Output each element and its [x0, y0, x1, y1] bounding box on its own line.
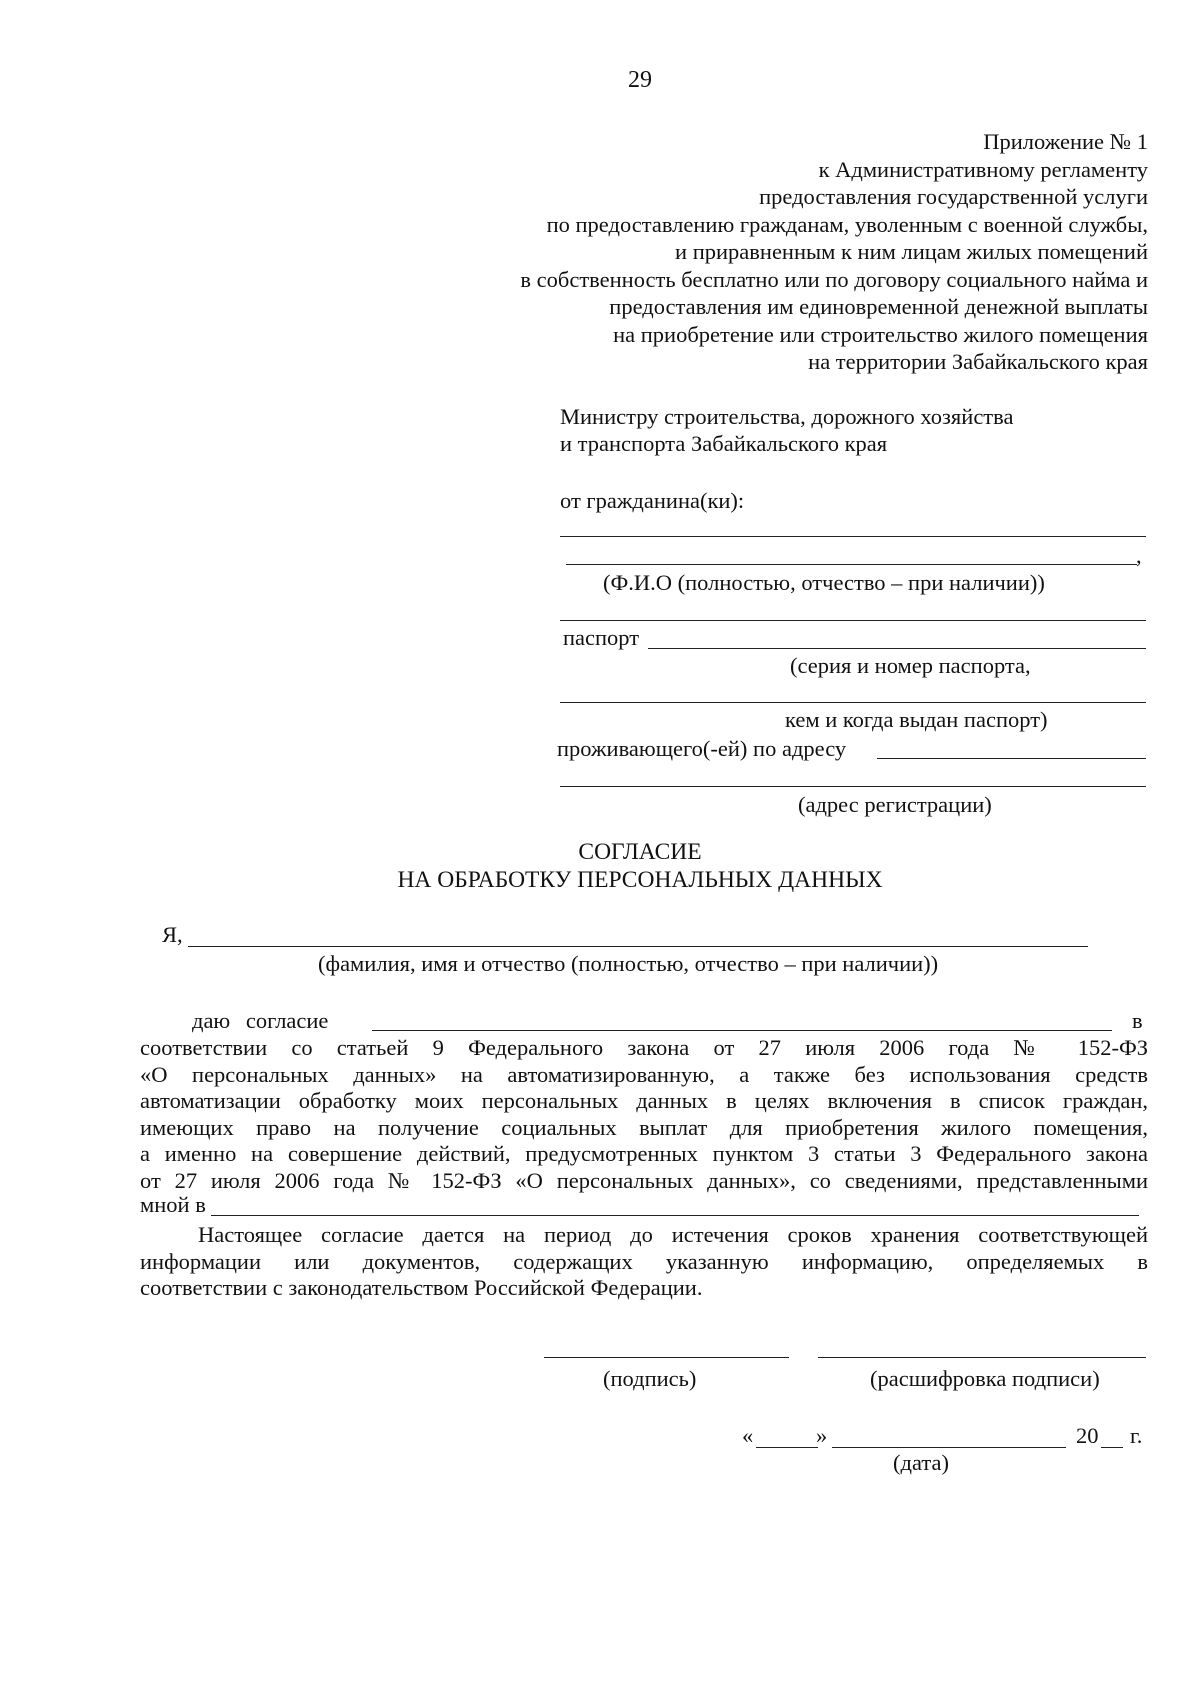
date-day-field-line[interactable] [756, 1447, 818, 1448]
appendix-line: Приложение № 1 [983, 129, 1148, 154]
from-citizen-label: от гражданина(ки): [560, 488, 745, 513]
addressee-line-1: Министру строительства, дорожного хозяйства [560, 404, 1014, 429]
address-hint: (адрес регистрации) [798, 792, 992, 817]
period-line: Настоящее согласие дается на период до истечения сроков хранения соответствующей [198, 1222, 1148, 1247]
consent-body [140, 1035, 1148, 1194]
fio-field-line-2[interactable] [566, 564, 1137, 565]
passport-label: паспорт [563, 625, 640, 650]
fio-field-line-1[interactable] [560, 536, 1146, 537]
consent-line: «О персональных данных» на автоматизированную, а также без использования средств [140, 1061, 1148, 1087]
passport-field-line[interactable] [648, 648, 1146, 649]
appendix-line: на территории Забайкальского края [808, 349, 1148, 374]
title-line-2: НА ОБРАБОТКУ ПЕРСОНАЛЬНЫХ ДАННЫХ [397, 867, 883, 893]
consent-start: даю согласие [192, 1008, 329, 1033]
consent-v: в [1132, 1008, 1143, 1033]
title-line-1: СОГЛАСИЕ [578, 839, 702, 865]
document-title [0, 838, 1200, 894]
consent-recipient-line[interactable] [372, 1030, 1112, 1031]
fio-comma: , [1136, 543, 1142, 568]
signature-field-line[interactable] [544, 1357, 789, 1358]
signature-hint: (подпись) [603, 1366, 697, 1391]
fio-field-line-3[interactable] [560, 620, 1146, 621]
date-year-field-line[interactable] [1101, 1447, 1123, 1448]
consent-line: а именно на совершение действий, предусмотренных пунктом 3 статьи 3 Федерального закона [140, 1141, 1148, 1166]
appendix-line: по предоставлению гражданам, уволенным с военной службы, [546, 211, 1148, 237]
consent-line: автоматизации обработку моих персональных данных в целях включения в список граждан, [140, 1088, 1148, 1113]
consent-mnoy-label: мной в [140, 1192, 206, 1217]
date-open-quote: « [742, 1423, 754, 1448]
fio-hint: (Ф.И.О (полностью, отчество – при наличии)) [603, 570, 1045, 595]
appendix-line: на приобретение или строительство жилого помещения [613, 321, 1148, 347]
consent-info-field-line[interactable] [211, 1215, 1139, 1216]
signature-decoding-hint: (расшифровка подписи) [870, 1366, 1100, 1391]
date-year-suffix: г. [1130, 1423, 1143, 1448]
appendix-line: в собственность бесплатно или по договору социального найма и [520, 266, 1148, 292]
date-month-field-line[interactable] [832, 1447, 1066, 1448]
period-line: соответствии с законодательством Российской Федерации. [140, 1275, 703, 1300]
period-paragraph [140, 1222, 1148, 1302]
ya-label: Я, [162, 922, 183, 947]
date-hint: (дата) [893, 1450, 949, 1475]
appendix-line: к Административному регламенту [818, 156, 1148, 182]
address-field-line-2[interactable] [560, 786, 1146, 787]
appendix-header [448, 128, 1148, 376]
date-year-prefix: 20 [1076, 1423, 1099, 1448]
consent-line: имеющих право на получение социальных выплат для приобретения жилого помещения, [140, 1114, 1148, 1140]
passport-hint-issued: кем и когда выдан паспорт) [785, 707, 1048, 732]
consent-line: соответствии со статьей 9 Федерального закона от 27 июля 2006 года № 152-ФЗ [140, 1035, 1148, 1060]
signature-decoding-field-line[interactable] [818, 1357, 1146, 1358]
consent-line: от 27 июля 2006 года № 152-ФЗ «О персональных данных», со сведениями, представленными [140, 1167, 1148, 1193]
addressee-line-2: и транспорта Забайкальского края [560, 431, 888, 456]
passport-issued-line[interactable] [560, 702, 1146, 703]
passport-hint-series: (серия и номер паспорта, [790, 653, 1031, 678]
appendix-line: и приравненным к ним лицам жилых помещений [675, 239, 1148, 264]
appendix-line: предоставления им единовременной денежной выплаты [609, 294, 1148, 319]
address-field-line-1[interactable] [877, 758, 1146, 759]
address-label: проживающего(-ей) по адресу [557, 736, 847, 761]
date-close-quote: » [816, 1423, 828, 1448]
ya-hint: (фамилия, имя и отчество (полностью, отчество – при наличии)) [318, 951, 939, 976]
period-line: информации или документов, содержащих указанную информацию, определяемых в [140, 1248, 1148, 1274]
appendix-line: предоставления государственной услуги [759, 184, 1148, 209]
ya-name-field-line[interactable] [188, 946, 1088, 947]
page-number: 29 [628, 67, 652, 93]
